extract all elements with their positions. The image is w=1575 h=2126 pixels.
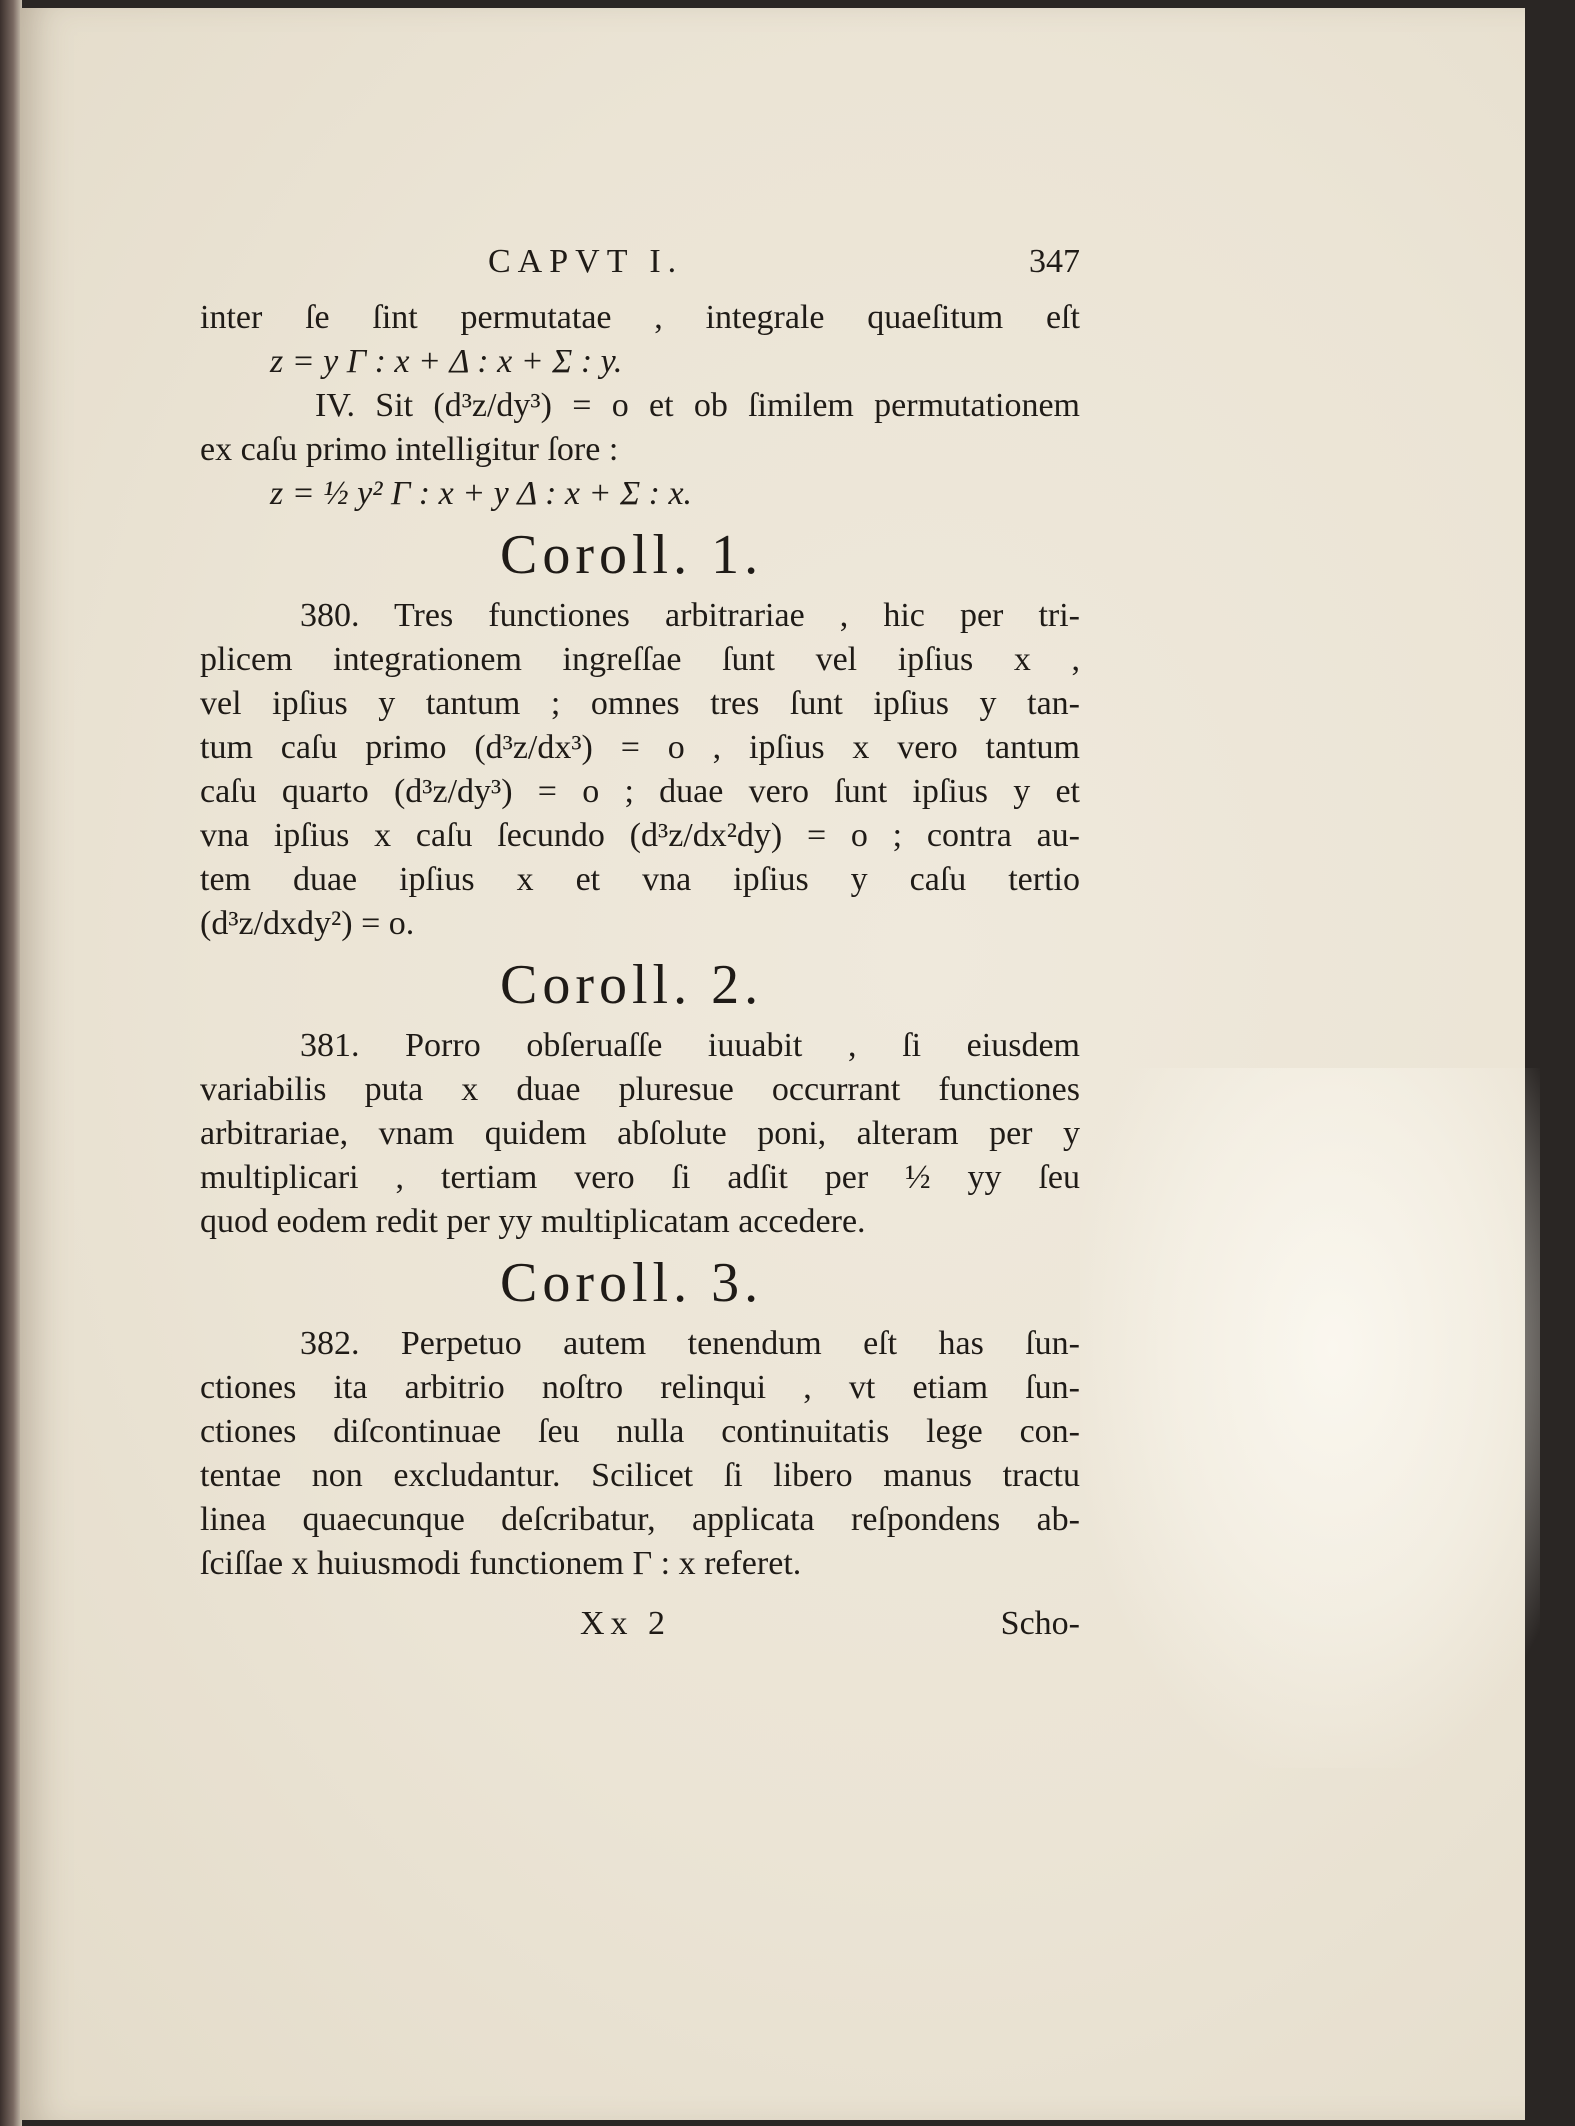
text-line: linea quaecunque deſcribatur, applicata reſpondens ab- [200, 1501, 1080, 1538]
text-line: variabilis puta x duae pluresue occurrant functiones [200, 1071, 1080, 1108]
text-line: 380. Tres functiones arbitrariae , hic per tri- [300, 597, 1080, 634]
text-line: ctiones diſcontinuae ſeu nulla continuitatis lege con- [200, 1413, 1080, 1450]
text-line: 381. Porro obſeruaſſe iuuabit , ſi eiusdem [300, 1027, 1080, 1064]
text-line: inter ſe ſint permutatae , integrale quaeſitum eſt [200, 299, 1080, 336]
text-line: vel ipſius y tantum ; omnes tres ſunt ipſius y tan- [200, 685, 1080, 722]
text-line: caſu quarto (d³z/dy³) = o ; duae vero ſunt ipſius y et [200, 773, 1080, 810]
text-line: ctiones ita arbitrio noſtro relinqui , vt etiam ſun- [200, 1369, 1080, 1406]
page-number: 347 [1029, 243, 1080, 280]
page-stain [1080, 1068, 1540, 1768]
running-header [200, 240, 1080, 296]
text-line: plicem integrationem ingreſſae ſunt vel ipſius x , [200, 641, 1080, 678]
text-line: tem duae ipſius x et vna ipſius y caſu tertio [200, 861, 1080, 898]
page-text [200, 240, 1080, 1646]
corollary-heading: Coroll. 2. [500, 954, 764, 1016]
text-line: 382. Perpetuo autem tenendum eſt has ſun- [300, 1325, 1080, 1362]
equation: z = y Γ : x + Δ : x + Σ : y. [270, 343, 623, 380]
running-title: CAPVT I. [488, 243, 684, 280]
corollary-heading: Coroll. 1. [500, 524, 764, 586]
text-line: ex caſu primo intelligitur ſore : [200, 431, 619, 468]
text-line: vna ipſius x caſu ſecundo (d³z/dx²dy) = o ; contra au- [200, 817, 1080, 854]
equation: z = ½ y² Γ : x + y Δ : x + Σ : x. [270, 475, 693, 512]
text-line: tum caſu primo (d³z/dx³) = o , ipſius x vero tantum [200, 729, 1080, 766]
text-line: ſciſſae x huiusmodi functionem Γ : x referet. [200, 1545, 802, 1582]
book-binding [0, 0, 22, 2126]
text-line: multiplicari , tertiam vero ſi adſit per ½ yy ſeu [200, 1159, 1080, 1196]
text-line: tentae non excludantur. Scilicet ſi libero manus tractu [200, 1457, 1080, 1494]
text-line: arbitrariae, vnam quidem abſolute poni, alteram per y [200, 1115, 1080, 1152]
text-line: (d³z/dxdy²) = o. [200, 905, 415, 942]
corollary-heading: Coroll. 3. [500, 1252, 764, 1314]
page-footer [200, 1602, 1080, 1646]
text-line: IV. Sit (d³z/dy³) = o et ob ſimilem permutationem [315, 387, 1080, 424]
catchword: Scho- [1000, 1605, 1080, 1642]
text-line: quod eodem redit per yy multiplicatam accedere. [200, 1203, 866, 1240]
signature-mark: Xx 2 [580, 1605, 672, 1642]
